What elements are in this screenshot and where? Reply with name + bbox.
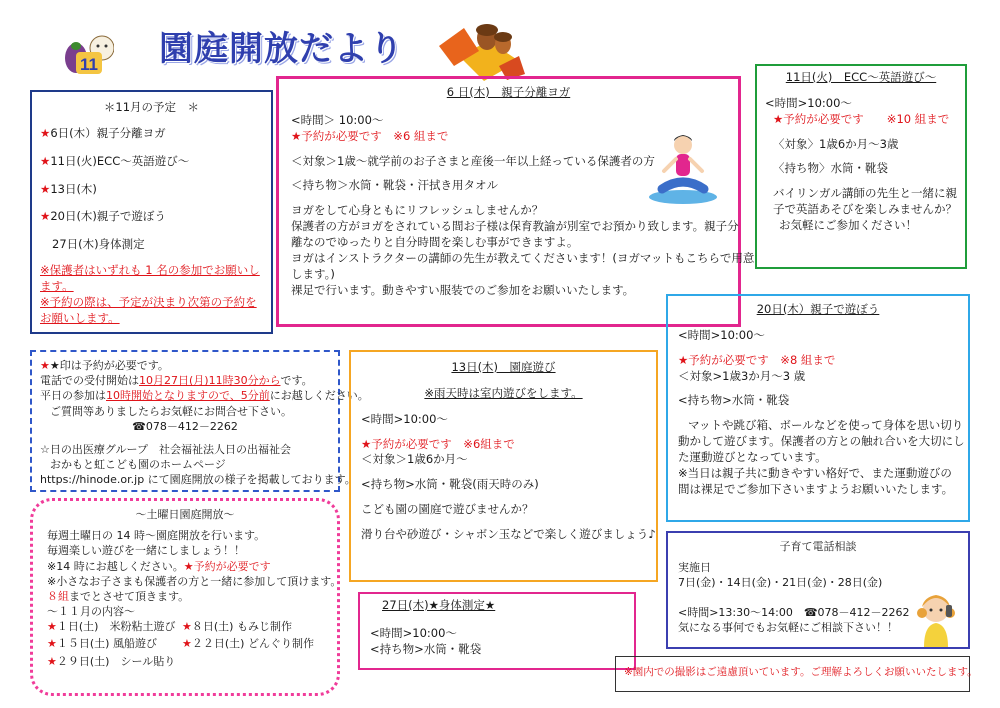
reservation-line: ★★印は予約が必要です。 — [40, 359, 169, 372]
ecc-desc-line: お気軽にご参加ください！ — [779, 218, 917, 233]
parent-play-desc-line: 間は裸足でご参加下さいますようお願いいたします。 — [678, 481, 954, 496]
header — [44, 12, 504, 78]
garden-desc: 滑り台や砂遊び・シャボン玉などで楽しく遊びましょう♪ — [361, 527, 656, 542]
schedule-note: ※予約の際は、予定が決まり次第の予約をお願いします。 — [40, 294, 257, 325]
reservation-line: 電話での受付開始は10月27日(月)11時30分からです。 — [40, 374, 313, 388]
yoga-desc-line: します。) — [291, 266, 335, 281]
saturday-line: ※14 時にお越しください。★予約が必要です — [47, 559, 271, 573]
saturday-contents-heading: ～１１月の内容～ — [47, 605, 135, 619]
parent-play-reservation: ★予約が必要です ※8 組まで — [678, 352, 836, 367]
saturday-line: ８組までとさせて頂きます。 — [47, 589, 190, 603]
measurement-time: <時間>10:00～ — [370, 625, 457, 640]
schedule-item: ★20日(木)親子で遊ぼう — [40, 209, 166, 224]
schedule-heading: ＊11月の予定 ＊ — [103, 100, 200, 114]
phone-time: <時間>13:30～14:00 ☎078－412－2262 — [678, 605, 910, 619]
saturday-event: ★２２日(土) どんぐり制作 — [182, 637, 314, 651]
garden-belongings: <持ち物>水筒・靴袋(雨天時のみ) — [361, 477, 539, 492]
ecc-desc-line: バイリンガル講師の先生と一緒に親 — [773, 186, 957, 201]
reservation-phone: ☎078－412－2262 — [132, 419, 238, 433]
saturday-event: ★２９日(土) シール貼り — [47, 654, 176, 668]
yoga-person-icon — [648, 127, 718, 207]
schedule-item: ★13日(木) — [40, 181, 97, 196]
yoga-desc-line: 保護者の方がヨガをされている間お子様は保育教諭が別室でお預かり致します。親子分 — [291, 219, 739, 234]
parent-play-desc-line: ※当日は親子共に動きやすい格好で、また運動遊びの — [678, 465, 952, 480]
yoga-desc-line: ヨガをして心身ともにリフレッシュしませんか？ — [291, 203, 544, 218]
reservation-info-box — [30, 350, 369, 492]
phone-dates-label: 実施日 — [678, 561, 711, 575]
month-badge — [62, 28, 114, 76]
saturday-event: ★１５日(土) 風船遊び — [47, 637, 157, 651]
saturday-box — [30, 498, 340, 696]
parent-play-belongings: <持ち物>水筒・靴袋 — [678, 393, 790, 408]
photo-notice-text: ※園内での撮影はご遠慮頂いています。ご理解よろしくお願いいたします。 — [624, 666, 978, 678]
yoga-desc-line: 裸足で行います。動きやすい服装でのご参加をお願いいたします。 — [291, 282, 635, 297]
page-title: 園庭開放だより — [159, 29, 404, 69]
parent-play-box — [666, 294, 970, 522]
schedule-item: ★11日(火)ECC～英語遊び～ — [40, 153, 190, 168]
ecc-target: 〈対象〉1歳6か月～3歳 — [773, 136, 899, 151]
star-mark: ★ — [40, 181, 51, 196]
reservation-line: 平日の参加は10時開始となりますので、5分前にお越しください。 — [40, 389, 369, 403]
star-mark: ★ — [40, 209, 51, 224]
garden-target: ＜対象＞1歳6か月～ — [361, 452, 468, 467]
parent-play-desc-line: マットや跳び箱、ボールなどを使って身体を思い切り — [688, 418, 964, 433]
phone-consult-heading: 子育て電話相談 — [779, 540, 857, 553]
star-mark: ★ — [40, 125, 51, 140]
saturday-event: ★１日(土) 米粉粘土遊び — [47, 620, 176, 634]
measurement-box — [358, 592, 636, 670]
parent-play-desc-line: た運動遊びとなっています。 — [678, 450, 827, 465]
ecc-time: <時間>10:00～ — [765, 95, 852, 110]
schedule-item: 27日(木)身体測定 — [52, 237, 145, 252]
garden-desc: こども園の園庭で遊びませんか？ — [361, 502, 534, 517]
saturday-line: 毎週土曜日の 14 時～園庭開放を行います。 — [47, 529, 266, 543]
phone-desc: 気になる事何でもお気軽にご相談下さい！！ — [678, 620, 898, 634]
month-badge-number: 11 — [80, 55, 98, 74]
phone-consult-box — [666, 531, 970, 649]
girl-phone-icon — [912, 589, 960, 647]
yoga-desc-line: 離なのでゆったりと自分時間を楽しむ事ができますよ。 — [291, 235, 579, 250]
schedule-item: ★6日(木）親子分離ヨガ — [40, 125, 166, 140]
star-mark: ★ — [40, 153, 51, 168]
garden-box — [349, 350, 658, 582]
yoga-time: <時間＞ 10:00～ — [291, 112, 384, 127]
measurement-belongings: <持ち物>水筒・靴袋 — [370, 641, 482, 656]
ecc-reservation: ★予約が必要です ※10 組まで — [773, 111, 950, 126]
yoga-heading: 6 日(木) 親子分離ヨガ — [446, 85, 571, 99]
ecc-box — [755, 64, 967, 269]
yoga-desc-line: ヨガはインストラクターの講師の先生が教えてくださいます！(ヨガマットもこちらで用意 — [291, 250, 755, 265]
ecc-heading: 11日(火) ECC～英語遊び～ — [785, 70, 937, 84]
measurement-heading: 27日(木)★身体測定★ — [382, 598, 496, 612]
reservation-line: ご質問等ありましたらお気軽にお問合せ下さい。 — [50, 404, 292, 418]
homepage-link[interactable]: https://hinode.or.jp にて園庭開放の様子を掲載しております。 — [40, 473, 356, 487]
yoga-reservation: ★予約が必要です ※6 組まで — [291, 128, 449, 143]
garden-time: <時間>10:00～ — [361, 411, 448, 426]
parent-play-target: ＜対象>1歳3か月～3 歳 — [678, 368, 806, 383]
reservation-line: おかもと虹こども園のホームページ — [50, 458, 226, 472]
garden-heading: 13日(木) 園庭遊び — [451, 360, 556, 374]
saturday-heading: ～土曜日園庭開放～ — [135, 508, 235, 521]
parent-play-heading: 20日(木）親子で遊ぼう — [756, 302, 880, 316]
garden-rain-note: ※雨天時は室内遊びをします。 — [424, 385, 583, 400]
yoga-belongings: ＜持ち物＞水筒・靴袋・汗拭き用タオル — [291, 178, 498, 193]
saturday-line: ※小さなお子さまも保護者の方と一緒に参加して頂けます。 — [47, 574, 342, 588]
saturday-line: 毎週楽しい遊びを一緒にしましょう！！ — [47, 544, 245, 558]
yoga-box — [276, 76, 755, 327]
schedule-box — [30, 90, 273, 334]
photo-notice — [615, 656, 978, 692]
yoga-target: ＜対象＞1歳～就学前のお子さまと産後一年以上経っている保護者の方 — [291, 153, 655, 168]
ecc-desc-line: 子で英語あそびを楽しみませんか？ — [773, 202, 957, 217]
reservation-line: ☆日の出医療グループ 社会福祉法人日の出福祉会 — [40, 442, 291, 456]
saturday-event: ★８日(土) もみじ制作 — [182, 620, 292, 634]
parent-play-time: <時間>10:00～ — [678, 327, 765, 342]
schedule-note: ※保護者はいずれも 1 名の参加でお願いします。 — [40, 263, 260, 294]
ecc-belongings: 〈持ち物〉水筒・靴袋 — [773, 161, 888, 176]
garden-reservation: ★予約が必要です ※6組まで — [361, 436, 515, 451]
phone-dates: 7日(金)・14日(金)・21日(金)・28日(金) — [678, 576, 883, 590]
parent-play-desc-line: 動かして遊びます。保護者の方との触れ合いを大切にし — [678, 434, 965, 449]
